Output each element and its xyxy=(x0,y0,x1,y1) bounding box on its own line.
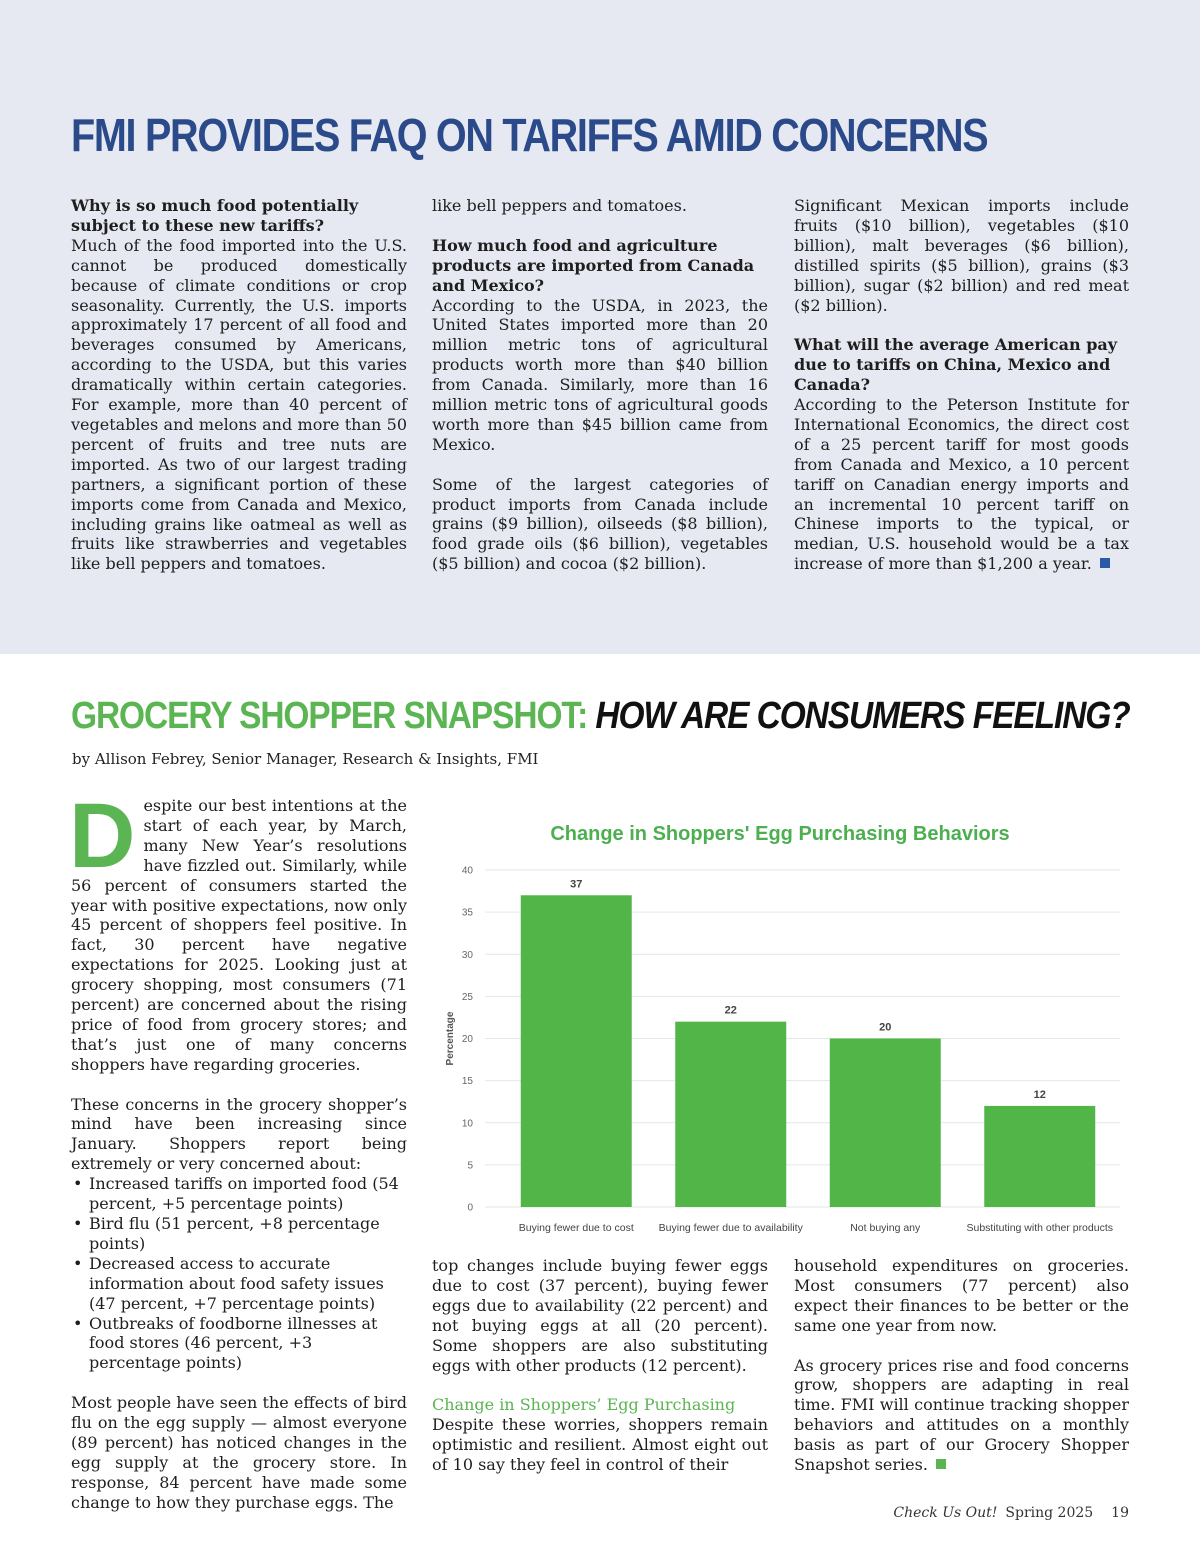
snapshot-column-3 xyxy=(794,1256,1129,1475)
x-tick-label: Not buying any xyxy=(850,1222,921,1234)
closing-text: As grocery prices rise and food concerns grow, shoppers are adapting in real time. FMI will continue tracking shopper behaviors and attitudes on a monthly basis as part of our Grocery Shopper Snapshot series. xyxy=(794,1355,1129,1475)
magazine-name: Check Us Out! xyxy=(893,1505,998,1521)
issue-label: Spring 2025 xyxy=(1005,1505,1094,1521)
y-tick-label: 35 xyxy=(461,907,473,919)
faq-question-2: How much food and agriculture products are imported from Canada and Mexico? xyxy=(432,235,755,295)
data-label: 22 xyxy=(724,1004,737,1017)
end-mark-icon xyxy=(936,1459,946,1469)
faq-question-1: Why is so much food potentially subject to these new tariffs? xyxy=(71,196,359,235)
data-label: 37 xyxy=(570,878,583,891)
faq-column-3 xyxy=(794,196,1129,574)
faq-answer-2: According to the USDA, in 2023, the United States imported more than 20 million metric tons of agricultural products worth more than $40 billion from Canada. Similarly, more than 16 million metric tons of agricultural goods worth more than $45 billion came from Mexico. xyxy=(432,295,768,454)
list-item: • Outbreaks of foodborne illnesses at food stores (46 percent, +3 percentage points) xyxy=(71,1314,407,1374)
expenditures-paragraph: household expenditures on groceries. Most consumers (77 percent) also expect their finances to be better or the same one year from now. xyxy=(794,1256,1129,1335)
faq-column-1 xyxy=(71,196,407,574)
resilience-paragraph: Despite these worries, shoppers remain optimistic and resilient. Almost eight out of 10 say they feel in control of their xyxy=(432,1415,768,1475)
end-mark-icon xyxy=(1100,558,1110,568)
data-label: 12 xyxy=(1033,1088,1046,1101)
concerns-list xyxy=(71,1174,407,1373)
x-tick-label: Substituting with other products xyxy=(966,1222,1113,1234)
x-tick-label: Buying fewer due to cost xyxy=(518,1222,634,1234)
concerns-paragraph: These concerns in the grocery shopper’s mind have been increasing since January. Shoppers report being extremely or very concerned about: xyxy=(71,1094,407,1174)
list-item: • Bird flu (51 percent, +8 percentage points) xyxy=(71,1214,407,1254)
faq-answer-1-continued: like bell peppers and tomatoes. xyxy=(432,196,687,215)
y-axis-label: Percentage xyxy=(445,1011,456,1066)
list-item: • Increased tariffs on imported food (54 percent, +5 percentage points) xyxy=(71,1174,407,1214)
y-tick-label: 20 xyxy=(461,1034,473,1045)
dropcap: D xyxy=(69,785,136,887)
faq-question-3: What will the average American pay due to tariffs on China, Mexico and Canada? xyxy=(794,335,1118,395)
chart-bar xyxy=(830,1039,941,1208)
faq-column-2 xyxy=(432,196,768,574)
chart-title: Change in Shoppers' Egg Purchasing Behaviors xyxy=(550,823,1010,845)
snapshot-title-green: GROCERY SHOPPER SNAPSHOT: xyxy=(71,695,588,737)
page-number: 19 xyxy=(1111,1505,1129,1521)
y-tick-label: 25 xyxy=(461,991,473,1003)
y-tick-label: 15 xyxy=(461,1076,473,1088)
page-footer xyxy=(893,1505,1129,1521)
faq-answer-2-imports-mexico: Significant Mexican imports include fruits ($10 billion), vegetables ($10 billion), malt beverages ($6 billion), distilled spirits ($5 billion), grains ($3 billion), sugar ($2 billion) and red meat ($2 billion). xyxy=(794,196,1129,315)
faq-answer-3-text: According to the Peterson Institute for International Economics, the direct cost of a 25 percent tariff for most goods from Canada and Mexico, a 10 percent tariff on Canadian energy imports and an incremental 10 percent tariff on Chinese imports to the typical, or median, U.S. household would be a tax increase of more than $1,200 a year. xyxy=(794,395,1129,574)
y-tick-label: 30 xyxy=(461,949,473,961)
snapshot-title-black: HOW ARE CONSUMERS FEELING? xyxy=(595,695,1130,737)
chart-bar xyxy=(675,1022,786,1207)
list-item: • Decreased access to accurate information about food safety issues (47 percent, +7 percentage points) xyxy=(71,1254,407,1314)
intro-paragraph xyxy=(69,785,407,1075)
faq-answer-2-imports-canada: Some of the largest categories of product imports from Canada include grains ($9 billion), oilseeds ($8 billion), food grade oils ($6 billion), vegetables ($5 billion) and cocoa ($2 billion). xyxy=(432,474,768,574)
intro-text: espite our best intentions at the start of each year, by March, many New Year’s resolutions have fizzled out. Similarly, while 56 percent of consumers started the year with positive expectations, now only 45 percent of shoppers feel positive. In fact, 30 percent have negative expectations for 2025. Looking just at grocery shopping, most consumers (71 percent) are concerned about the rising price of food from grocery stores; and that’s just one of many concerns shoppers have regarding groceries. xyxy=(71,796,407,1074)
y-tick-label: 10 xyxy=(461,1118,473,1130)
data-label: 20 xyxy=(879,1021,892,1034)
subhead: Change in Shoppers’ Egg Purchasing xyxy=(432,1395,736,1415)
chart-bar xyxy=(521,895,632,1207)
chart-bar xyxy=(984,1106,1095,1207)
snapshot-title xyxy=(71,695,1130,738)
snapshot-column-2 xyxy=(432,1256,768,1475)
x-tick-label: Buying fewer due to availability xyxy=(658,1222,803,1234)
y-tick-label: 0 xyxy=(467,1202,473,1214)
faq-answer-3 xyxy=(794,395,1129,574)
faq-answer-1: Much of the food imported into the U.S. cannot be produced domestically because of climate conditions or crop seasonality. Currently, the U.S. imports approximately 17 percent of all food and beverages consumed by Americans, according to the USDA, but this varies dramatically within certain categories. For example, more than 40 percent of vegetables and melons and more than 50 percent of fruits and tree nuts are imported. As two of our largest trading partners, a significant portion of these imports come from Canada and Mexico, including grains like oatmeal as well as fruits like strawberries and vegetables like bell peppers and tomatoes. xyxy=(71,235,407,574)
y-tick-label: 40 xyxy=(461,865,473,877)
top-changes-paragraph: top changes include buying fewer eggs due to cost (37 percent), buying fewer eggs due to availability (22 percent) and not buying eggs at all (20 percent). Some shoppers are also substituting eggs with other products (12 percent). xyxy=(432,1256,768,1375)
faq-title: FMI PROVIDES FAQ ON TARIFFS AMID CONCERNS xyxy=(71,109,988,161)
egg-purchasing-chart xyxy=(440,800,1130,1250)
y-tick-label: 5 xyxy=(467,1160,473,1172)
closing-paragraph xyxy=(794,1356,1129,1475)
byline: by Allison Febrey, Senior Manager, Research & Insights, FMI xyxy=(72,750,539,768)
snapshot-column-1 xyxy=(69,785,407,1513)
bird-flu-paragraph: Most people have seen the effects of bird flu on the egg supply — almost everyone (89 percent) has noticed changes in the egg supply at the grocery store. In response, 84 percent have made some change to how they purchase eggs. The xyxy=(71,1393,407,1512)
